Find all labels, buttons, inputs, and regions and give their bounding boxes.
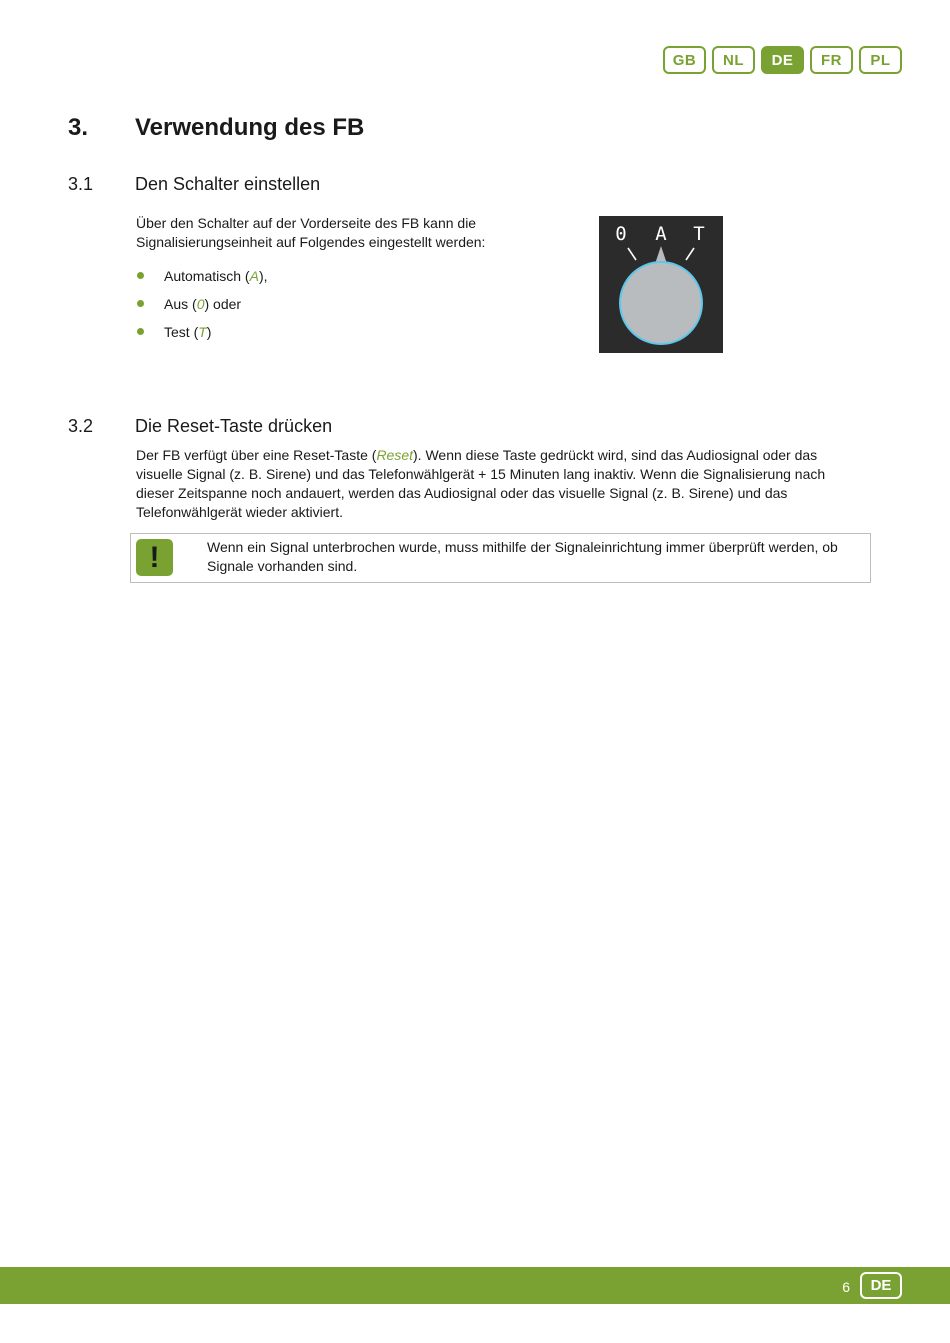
knob-label-0: 0 [615, 223, 627, 245]
warning-note [130, 533, 871, 583]
list-item [136, 294, 268, 322]
warning-text [207, 538, 860, 576]
paragraph-line [136, 446, 876, 465]
text-run: Der FB verfügt über eine Reset-Taste ( [136, 447, 377, 463]
page-number: 6 [842, 1279, 850, 1295]
bullet-text: ), [258, 268, 268, 284]
mode-code: T [198, 324, 207, 340]
bullet-icon [137, 300, 144, 307]
knob-dial [620, 262, 702, 344]
reset-code: Reset [376, 447, 414, 463]
bullet-text: Test ( [164, 324, 199, 340]
footer-lang-badge: DE [860, 1272, 902, 1299]
subsection-title: Die Reset-Taste drücken [135, 416, 333, 436]
lang-tab-fr[interactable]: FR [810, 46, 853, 74]
bullet-text: ) oder [204, 296, 242, 312]
switch-modes-list [136, 266, 268, 350]
subsection-title: Den Schalter einstellen [135, 174, 321, 194]
knob-label-a: A [655, 223, 667, 245]
section-title: Verwendung des FB [135, 114, 365, 141]
switch-intro [136, 214, 556, 252]
warning-line: Wenn ein Signal unterbrochen wurde, muss mithilfe der Signaleinrichtung immer überprüft werden, ob [207, 539, 838, 555]
intro-line: Über den Schalter auf der Vorderseite des FB kann die [136, 215, 477, 231]
mode-code: A [249, 268, 259, 284]
knob-label-t: T [693, 223, 705, 245]
text-run: ). Wenn diese Taste gedrückt wird, sind das Audiosignal oder das [413, 447, 818, 463]
mode-switch-illustration [599, 216, 723, 353]
bullet-text: Automatisch ( [164, 268, 250, 284]
paragraph-line: visuelle Signal (z. B. Sirene) und das Telefonwählgerät + 15 Minuten lang inaktiv. Wenn die Signalisierung nach [136, 466, 826, 482]
intro-line: Signalisierungseinheit auf Folgendes eingestellt werden: [136, 234, 486, 250]
lang-tab-pl[interactable]: PL [859, 46, 902, 74]
subsection-number: 3.1 [68, 174, 94, 194]
bullet-text: Aus ( [164, 296, 197, 312]
list-item [136, 266, 268, 294]
section-number: 3. [68, 114, 89, 141]
lang-tab-gb[interactable]: GB [663, 46, 706, 74]
paragraph-line: Telefonwählgerät wieder aktiviert. [136, 504, 343, 520]
exclamation-icon: ! [136, 539, 173, 576]
paragraph-line: dieser Zeitspanne noch andauert, werden das Audiosignal oder das visuelle Signal (z. B. Sirene) und das [136, 485, 788, 501]
lang-tab-nl[interactable]: NL [712, 46, 755, 74]
language-selector [663, 46, 902, 74]
bullet-text: ) [206, 324, 212, 340]
bullet-icon [137, 328, 144, 335]
bullet-icon [137, 272, 144, 279]
reset-description [136, 446, 876, 522]
list-item [136, 322, 268, 350]
warning-line: Signale vorhanden sind. [207, 558, 358, 574]
mode-code: 0 [196, 296, 205, 312]
page-footer [0, 1267, 950, 1304]
subsection-number: 3.2 [68, 416, 94, 436]
lang-tab-de[interactable]: DE [761, 46, 804, 74]
